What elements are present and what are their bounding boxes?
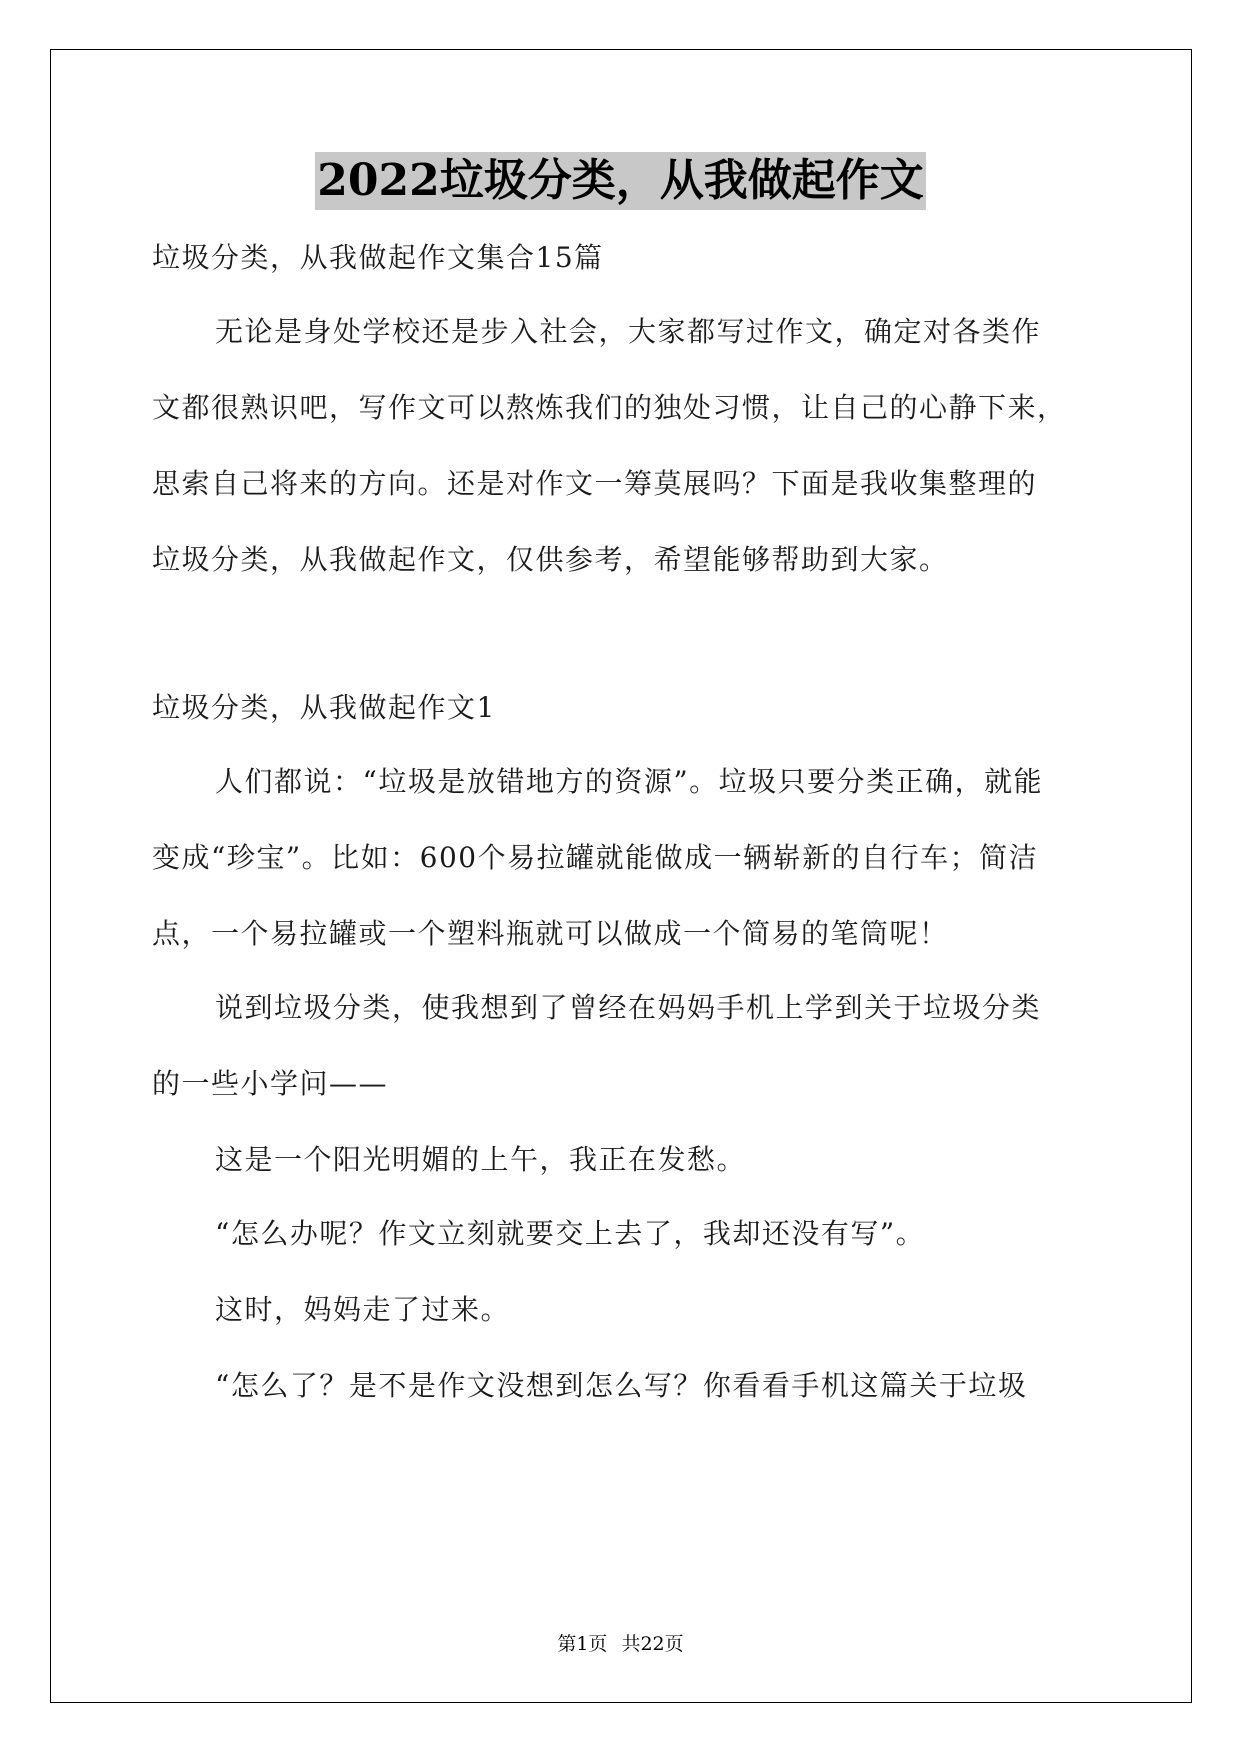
page-total: 共22页 (621, 1633, 684, 1655)
page-footer (0, 1629, 1241, 1656)
document-title: 2022垃圾分类，从我做起作文 (315, 152, 925, 210)
paragraph-line: 垃圾分类，从我做起作文，仅供参考，希望能够帮助到大家。 (152, 543, 949, 576)
subtitle-line: 垃圾分类，从我做起作文集合15篇 (152, 241, 604, 274)
paragraph-line: 点，一个易拉罐或一个塑料瓶就可以做成一个简易的笔筒呢！ (152, 917, 949, 950)
paragraph-line: 文都很熟识吧，写作文可以熬炼我们的独处习惯，让自己的心静下来， (152, 391, 1067, 424)
paragraph-line: 变成“珍宝”。比如：600个易拉罐就能做成一辆崭新的自行车；简洁 (152, 841, 1039, 874)
paragraph-line: 这时，妈妈走了过来。 (215, 1293, 511, 1326)
title-wrap (0, 152, 1241, 210)
page-number: 第1页 (557, 1633, 608, 1655)
paragraph-line: “怎么办呢？作文立刻就要交上去了，我却还没有写”。 (215, 1217, 926, 1250)
paragraph-line: 思索自己将来的方向。还是对作文一筹莫展吗？下面是我收集整理的 (152, 467, 1038, 500)
paragraph-line: 人们都说：“垃圾是放错地方的资源”。垃圾只要分类正确，就能 (215, 765, 1044, 798)
paragraph-line: 这是一个阳光明媚的上午，我正在发愁。 (215, 1143, 747, 1176)
page-border (50, 49, 1192, 1703)
paragraph-line: 说到垃圾分类，使我想到了曾经在妈妈手机上学到关于垃圾分类 (215, 991, 1042, 1024)
paragraph-line: 无论是身处学校还是步入社会，大家都写过作文，确定对各类作 (215, 315, 1042, 348)
paragraph-line: 的一些小学问—— (152, 1067, 389, 1100)
paragraph-line: “怎么了？是不是作文没想到怎么写？你看看手机这篇关于垃圾 (215, 1369, 1028, 1402)
section-heading: 垃圾分类，从我做起作文1 (152, 691, 496, 724)
